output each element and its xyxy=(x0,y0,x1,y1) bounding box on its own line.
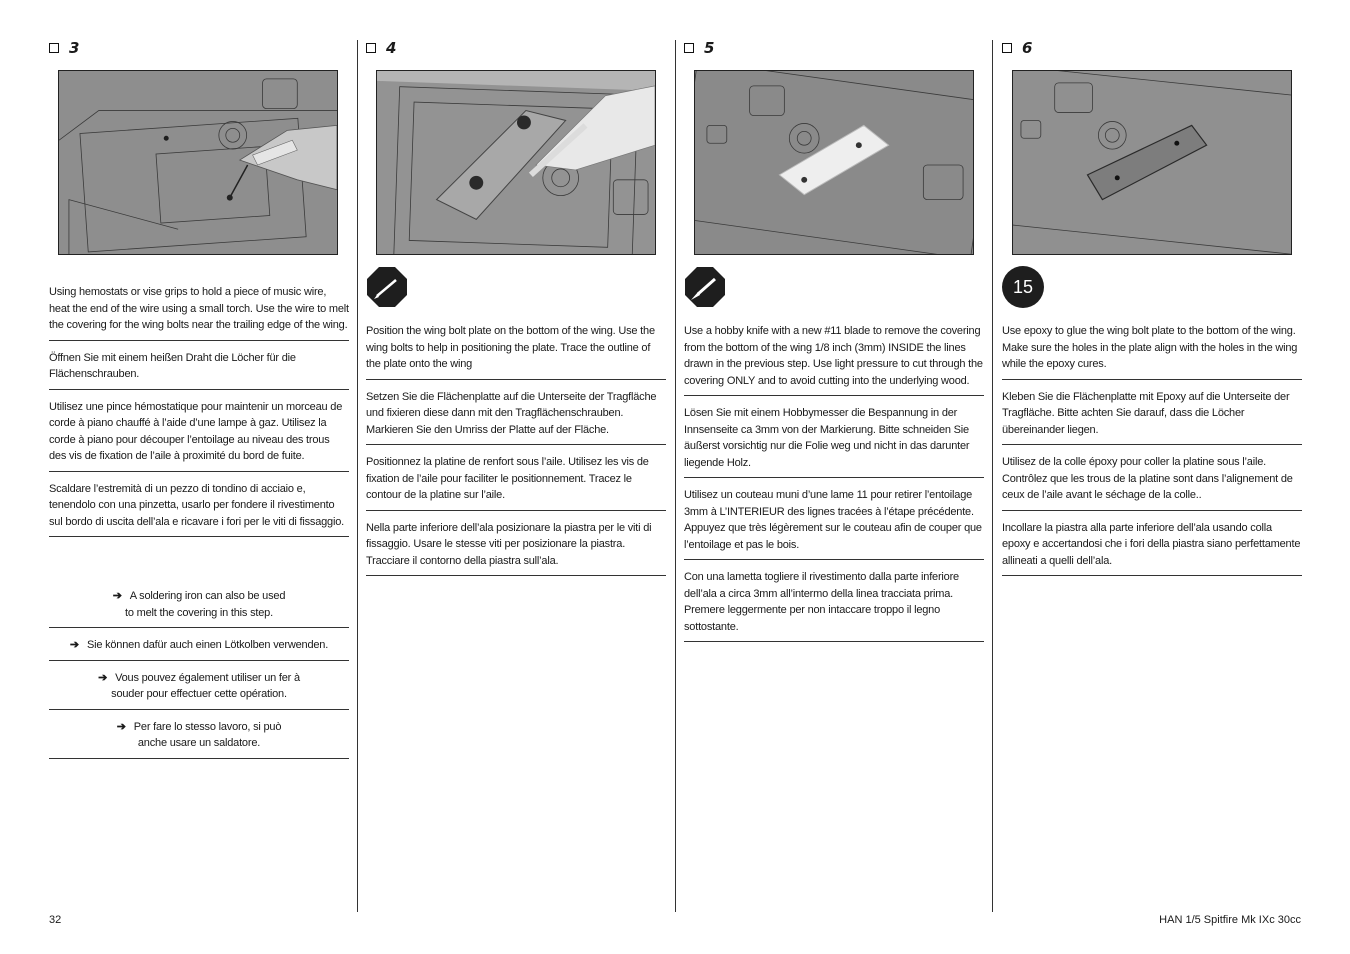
instruction-it: Incollare la piastra alla parte inferiore dell’ala usando colla epoxy e accertandosi che i fori della piastra siano perfettamente allineati a quelli dell’ala. xyxy=(1002,518,1302,577)
instruction-it: Con una lametta togliere il rivestimento dalla parte inferiore dell’ala a circa 3mm all’intermo della linea tracciata prima. Premere leggermente per non intaccare troppo il legno sottostante. xyxy=(684,567,984,642)
tip-en xyxy=(49,586,349,628)
step-4-column xyxy=(366,36,666,567)
step-checkbox[interactable] xyxy=(49,43,59,53)
instruction-texts xyxy=(49,282,349,544)
step-header xyxy=(49,36,349,60)
step-number: 3 xyxy=(69,39,80,57)
instruction-texts xyxy=(684,321,984,649)
column-divider xyxy=(992,40,993,912)
page-number: 32 xyxy=(49,914,62,926)
instruction-de: Setzen Sie die Flächenplatte auf die Unterseite der Tragfläche und fixieren diese dann mit den Tragflächenschrauben. Markieren Sie den Umriss der Platte auf der Fläche. xyxy=(366,387,666,446)
tips-block xyxy=(49,586,349,766)
step-checkbox[interactable] xyxy=(366,43,376,53)
step-number: 5 xyxy=(704,39,715,57)
step-header xyxy=(366,36,666,60)
tip-line: Vous pouvez également utiliser un fer à xyxy=(115,671,300,684)
instruction-de: Lösen Sie mit einem Hobbymesser die Bespannung in der Innsenseite ca 3mm von der Markierung. Bitte schneiden Sie äußerst vorsichtig nur die Folie weg und nicht in das darunter liegende Holz. xyxy=(684,403,984,478)
hobby-knife-icon xyxy=(684,266,726,308)
tip-line: A soldering iron can also be used xyxy=(129,590,286,602)
instruction-fr: Utilisez de la colle époxy pour coller la platine sous l’aile. Contrôlez que les trous de la platine sont dans l’alignement de ceux de l’aile avant le séchage de la colle.. xyxy=(1002,452,1302,511)
tip-fr xyxy=(49,668,349,710)
step-header xyxy=(1002,36,1302,60)
tip-line: Sie können dafür auch einen Lötkolben verwenden. xyxy=(86,639,329,651)
instruction-fr: Positionnez la platine de renfort sous l’aile. Utilisez les vis de fixation de l’aile pour faciliter le positionnement. Tracez le contour de la platine sur l’aile. xyxy=(366,452,666,511)
step-number: 4 xyxy=(386,39,397,57)
tip-line: anche usare un saldatore. xyxy=(137,737,261,749)
column-divider xyxy=(357,40,358,912)
step-photo xyxy=(376,70,656,255)
step-checkbox[interactable] xyxy=(1002,43,1012,53)
column-divider xyxy=(675,40,676,912)
step-5-column xyxy=(684,36,984,633)
instruction-it: Scaldare l’estremità di un pezzo di tondino di acciaio e, tenendolo con una pinzetta, usarlo per fondere il rivestimento sul bordo di uscita dell’ala e ricavare i fori per le viti di fissaggio. xyxy=(49,479,349,538)
instruction-texts xyxy=(366,321,666,583)
instruction-fr: Utilisez un couteau muni d’une lame 11 pour retirer l’entoilage 3mm à L’INTERIEUR des lignes tracées à l’étape précédente. Appuyez que très légèrement sur le couteau afin de couper que l’entoilage et pas le bois. xyxy=(684,485,984,560)
instruction-en: Using hemostats or vise grips to hold a piece of music wire, heat the end of the wire using a small torch. Use the wire to melt the covering for the wing bolts near the trailing edge of the wing. xyxy=(49,282,349,341)
instruction-fr: Utilisez une pince hémostatique pour maintenir un morceau de corde à piano chauffé à l’aide d’une lampe à gaz. Utilisez la corde à piano pour découper l’entoilage au niveau des trous des vis de fixation de l’aile à proximité du bord de fuite. xyxy=(49,397,349,472)
step-badge: 15 xyxy=(1002,266,1044,308)
tip-line: to melt the covering in this step. xyxy=(125,606,273,619)
instruction-en: Position the wing bolt plate on the bottom of the wing. Use the wing bolts to help in positioning the plate. Trace the outline of the plate onto the wing xyxy=(366,321,666,380)
instruction-en: Use a hobby knife with a new #11 blade to remove the covering from the bottom of the wing 1/8 inch (3mm) INSIDE the lines drawn in the previous step. Use light pressure to cut through the covering ONLY and to avoid cutting into the underlying wood. xyxy=(684,321,984,396)
step-checkbox[interactable] xyxy=(684,43,694,53)
step-number: 6 xyxy=(1022,39,1033,57)
instruction-texts xyxy=(1002,321,1302,583)
instruction-it: Nella parte inferiore dell’ala posizionare la piastra per le viti di fissaggio. Usare le stesse viti per posizionare la piastra. Tracciare il contorno della piastra sull’ala. xyxy=(366,518,666,577)
step-photo xyxy=(694,70,974,255)
arrow-right-icon: ➔ xyxy=(112,590,122,602)
step-6-column xyxy=(1002,36,1302,567)
pen-tool-icon xyxy=(366,266,408,308)
step-photo xyxy=(1012,70,1292,255)
step-photo xyxy=(58,70,338,255)
tip-line: souder pour effectuer cette opération. xyxy=(111,688,287,700)
arrow-right-icon: ➔ xyxy=(116,720,126,733)
step-header xyxy=(684,36,984,60)
arrow-right-icon: ➔ xyxy=(69,639,79,651)
step-3-column xyxy=(49,36,349,749)
tip-line: Per fare lo stesso lavoro, si può xyxy=(133,720,282,733)
manual-title: HAN 1/5 Spitfire Mk IXc 30cc xyxy=(1159,914,1301,926)
instruction-de: Kleben Sie die Flächenplatte mit Epoxy auf die Unterseite der Tragfläche. Bitte achten Sie darauf, dass die Löcher übereinander liegen. xyxy=(1002,387,1302,446)
tip-it xyxy=(49,717,349,759)
instruction-de: Öffnen Sie mit einem heißen Draht die Löcher für die Flächenschrauben. xyxy=(49,348,349,390)
instruction-en: Use epoxy to glue the wing bolt plate to the bottom of the wing. Make sure the holes in the plate align with the holes in the wing while the epoxy cures. xyxy=(1002,321,1302,380)
arrow-right-icon: ➔ xyxy=(98,671,108,684)
tip-de xyxy=(49,635,349,661)
